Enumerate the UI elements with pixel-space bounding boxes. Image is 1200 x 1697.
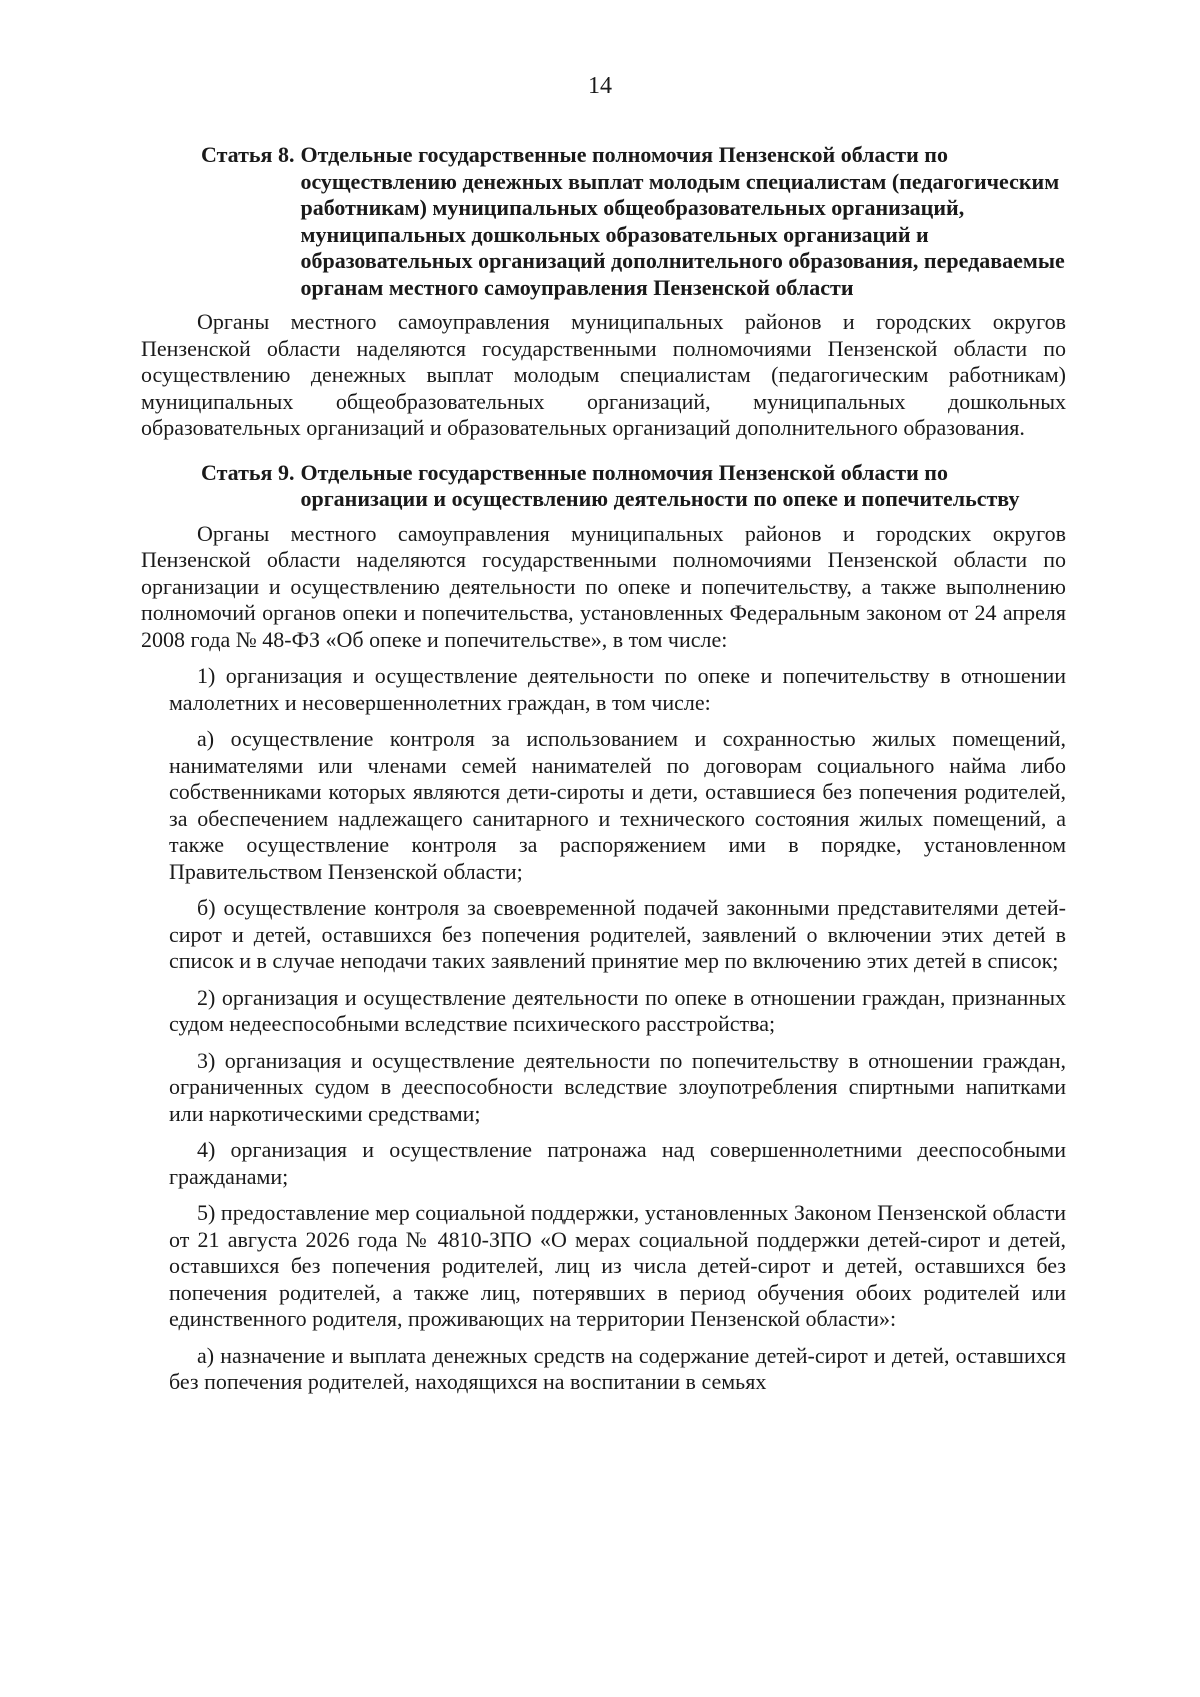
article-8-heading [141,142,1066,301]
article-9-number: Статья 9. [201,459,295,485]
list-item: 5) предоставление мер социальной поддержки, установленных Законом Пензенской области от 21 августа 2026 года № 4810-ЗПО «О мерах социальной поддержки детей-сирот и детей, оставшихся без попечения родителей, лиц из числа детей-сирот и детей, оставшихся без попечения родителей, а также лиц, потерявших в период обучения обоих родителей или единственного родителя, проживающих на территории Пензенской области»: [169,1200,1066,1331]
article-8-title: Отдельные государственные полномочия Пензенской области по осуществлению денежных выплат молодым специалистам (педагогическим работникам) муниципальных общеобразовательных организаций, муниципальных дошкольных образовательных организаций и образовательных организаций дополнительного образования, передаваемые органам местного самоуправления Пензенской области [300,142,1065,300]
article-9-heading [141,460,1066,513]
page-number: 14 [588,73,612,99]
list-item: 2) организация и осуществление деятельности по опеке в отношении граждан, признанных судом недееспособными вследствие психического расстройства; [169,984,1066,1036]
article-9-title: Отдельные государственные полномочия Пензенской области по организации и осуществлению деятельности по опеке и попечительству [300,459,1020,511]
list-item: 4) организация и осуществление патронажа над совершеннолетними дееспособными гражданами; [169,1137,1066,1189]
list-item: 3) организация и осуществление деятельности по попечительству в отношении граждан, ограниченных судом в дееспособности вследствие злоупотребления спиртными напитками или наркотическими средствами; [169,1047,1066,1126]
list-item: б) осуществление контроля за своевременной подачей законными представителями детей-сирот и детей, оставшихся без попечения родителей, заявлений о включении этих детей в список и в случае неподачи таких заявлений принятие мер по включению этих детей в список; [169,895,1066,973]
page-content [141,142,1066,1406]
article-9-intro: Органы местного самоуправления муниципальных районов и городских округов Пензенской области наделяются государственными полномочиями Пензенской области по организации и осуществлению деятельности по опеке и попечительству, а также выполнению полномочий органов опеки и попечительства, установленных Федеральным законом от 24 апреля 2008 года № 48-ФЗ «Об опеке и попечительстве», в том числе: [141,520,1066,652]
list-item: 1) организация и осуществление деятельности по опеке и попечительству в отношении малолетних и несовершеннолетних граждан, в том числе: [169,663,1066,715]
list-item: а) назначение и выплата денежных средств на содержание детей-сирот и детей, оставшихся без попечения родителей, находящихся на воспитании в семьях [169,1342,1066,1394]
article-8-number: Статья 8. [201,142,295,167]
list-item: а) осуществление контроля за использованием и сохранностью жилых помещений, нанимателями или членами семей нанимателей по договорам социального найма либо собственниками которых являются дети-сироты и дети, оставшиеся без попечения родителей, за обеспечением надлежащего санитарного и технического состояния жилых помещений, а также осуществление контроля за распоряжением ими в порядке, установленном Правительством Пензенской области; [169,726,1066,884]
article-8-body: Органы местного самоуправления муниципальных районов и городских округов Пензенской области наделяются государственными полномочиями Пензенской области по осуществлению денежных выплат молодым специалистам (педагогическим работникам) муниципальных общеобразовательных организаций, муниципальных дошкольных образовательных организаций и образовательных организаций дополнительного образования. [141,309,1066,440]
